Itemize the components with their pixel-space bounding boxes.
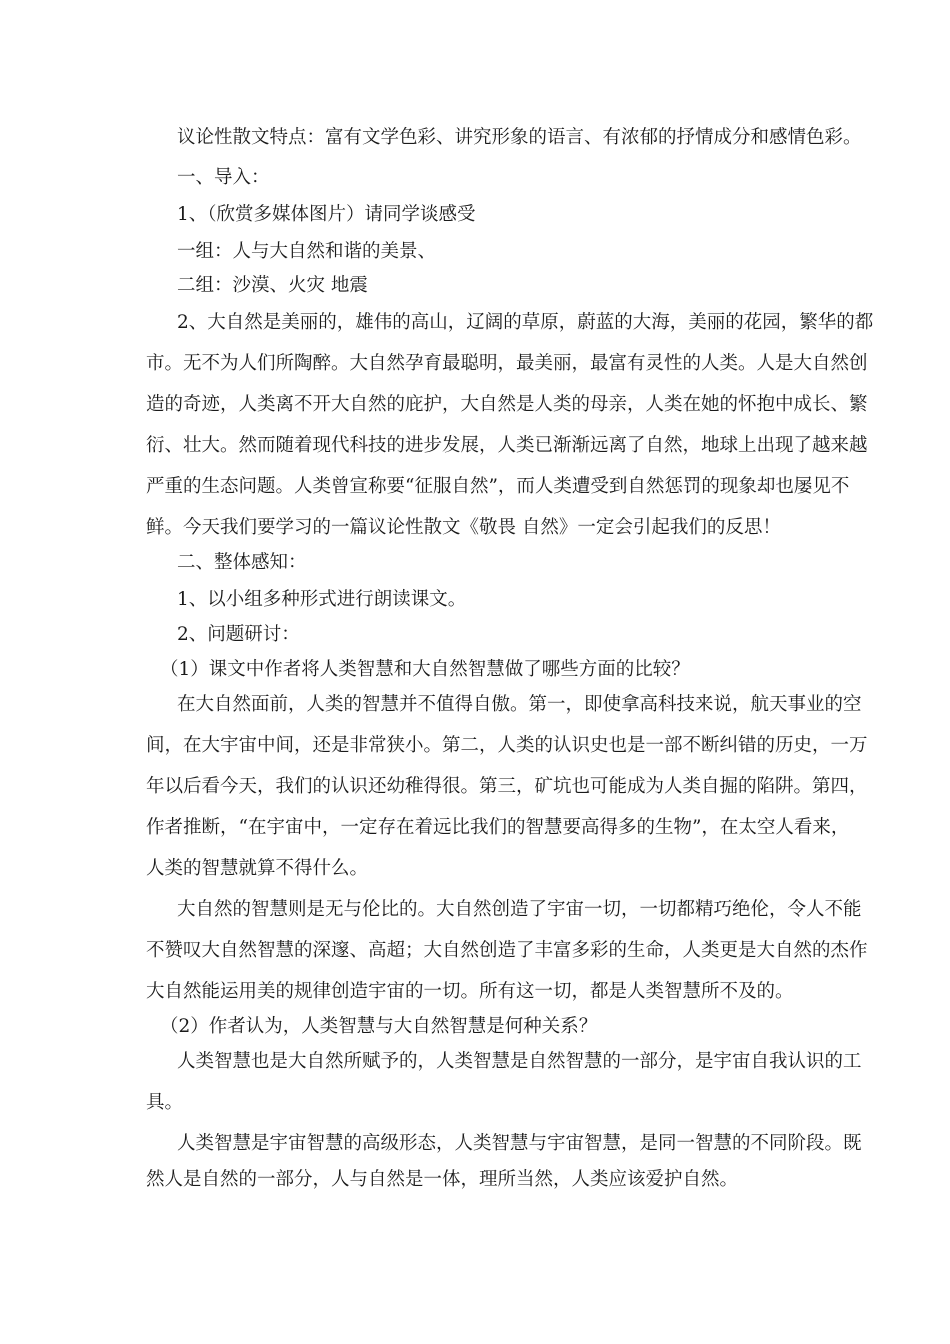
section-2-heading: 二、整体感知： <box>177 552 307 573</box>
answer-1-line: 在大自然面前，人类的智慧并不值得自傲。第一，即使拿高科技来说，航天事业的空 <box>177 694 862 715</box>
para-2-line: 市。无不为人们所陶醉。大自然孕育最聪明，最美丽，最富有灵性的人类。人是大自然创 <box>146 353 868 374</box>
answer-2b-line: 然人是自然的一部分，人与自然是一体，理所当然，人类应该爱护自然。 <box>146 1169 739 1190</box>
item-1: 1、（欣赏多媒体图片）请同学谈感受 <box>177 204 476 225</box>
answer-2b-line: 人类智慧是宇宙智慧的高级形态，人类智慧与宇宙智慧，是同一智慧的不同阶段。既 <box>177 1133 862 1154</box>
group-2: 二组：沙漠、火灾 地震 <box>177 275 368 296</box>
para-2-line: 衍、壮大。然而随着现代科技的进步发展，人类已渐渐远离了自然，地球上出现了越来越 <box>146 435 868 456</box>
para-2-line: 鲜。今天我们要学习的一篇议论性散文《敬畏 自然》一定会引起我们的反思！ <box>146 517 781 538</box>
answer-1-line: 间，在大宇宙中间，还是非常狭小。第二，人类的认识史也是一部不断纠错的历史，一万 <box>146 735 868 756</box>
answer-1b-line: 大自然的智慧则是无与伦比的。大自然创造了宇宙一切，一切都精巧绝伦，令人不能 <box>177 899 862 920</box>
para-2-line: 2、大自然是美丽的，雄伟的高山，辽阔的草原，蔚蓝的大海，美丽的花园，繁华的都 <box>177 312 874 333</box>
question-1: （1）课文中作者将人类智慧和大自然智慧做了哪些方面的比较？ <box>160 659 690 680</box>
answer-1b-line: 大自然能运用美的规律创造宇宙的一切。所有这一切，都是人类智慧所不及的。 <box>146 981 794 1002</box>
group-1: 一组：人与大自然和谐的美景、 <box>177 241 437 262</box>
answer-2-line: 具。 <box>146 1092 184 1113</box>
item-2-2: 2、问题研讨： <box>177 624 300 645</box>
answer-1b-line: 不赞叹大自然智慧的深邃、高超；大自然创造了丰富多彩的生命，人类更是大自然的杰作 <box>146 940 868 961</box>
item-2-1: 1、以小组多种形式进行朗读课文。 <box>177 589 467 610</box>
intro-line: 议论性散文特点：富有文学色彩、讲究形象的语言、有浓郁的抒情成分和感情色彩。 <box>177 127 862 148</box>
question-2: （2）作者认为，人类智慧与大自然智慧是何种关系？ <box>160 1016 598 1037</box>
answer-2-line: 人类智慧也是大自然所赋予的，人类智慧是自然智慧的一部分，是宇宙自我认识的工 <box>177 1051 862 1072</box>
answer-1-line: 年以后看今天，我们的认识还幼稚得很。第三，矿坑也可能成为人类自掘的陷阱。第四， <box>146 776 868 797</box>
section-1-heading: 一、导入： <box>177 167 270 188</box>
para-2-line: 造的奇迹，人类离不开大自然的庇护，大自然是人类的母亲，人类在她的怀抱中成长、繁 <box>146 394 868 415</box>
para-2-line: 严重的生态问题。人类曾宣称要“征服自然”，而人类遭受到自然惩罚的现象却也屡见不 <box>146 476 850 497</box>
answer-1-line: 作者推断，“在宇宙中，一定存在着远比我们的智慧要高得多的生物”，在太空人看来， <box>146 817 850 838</box>
answer-1-line: 人类的智慧就算不得什么。 <box>146 858 369 879</box>
